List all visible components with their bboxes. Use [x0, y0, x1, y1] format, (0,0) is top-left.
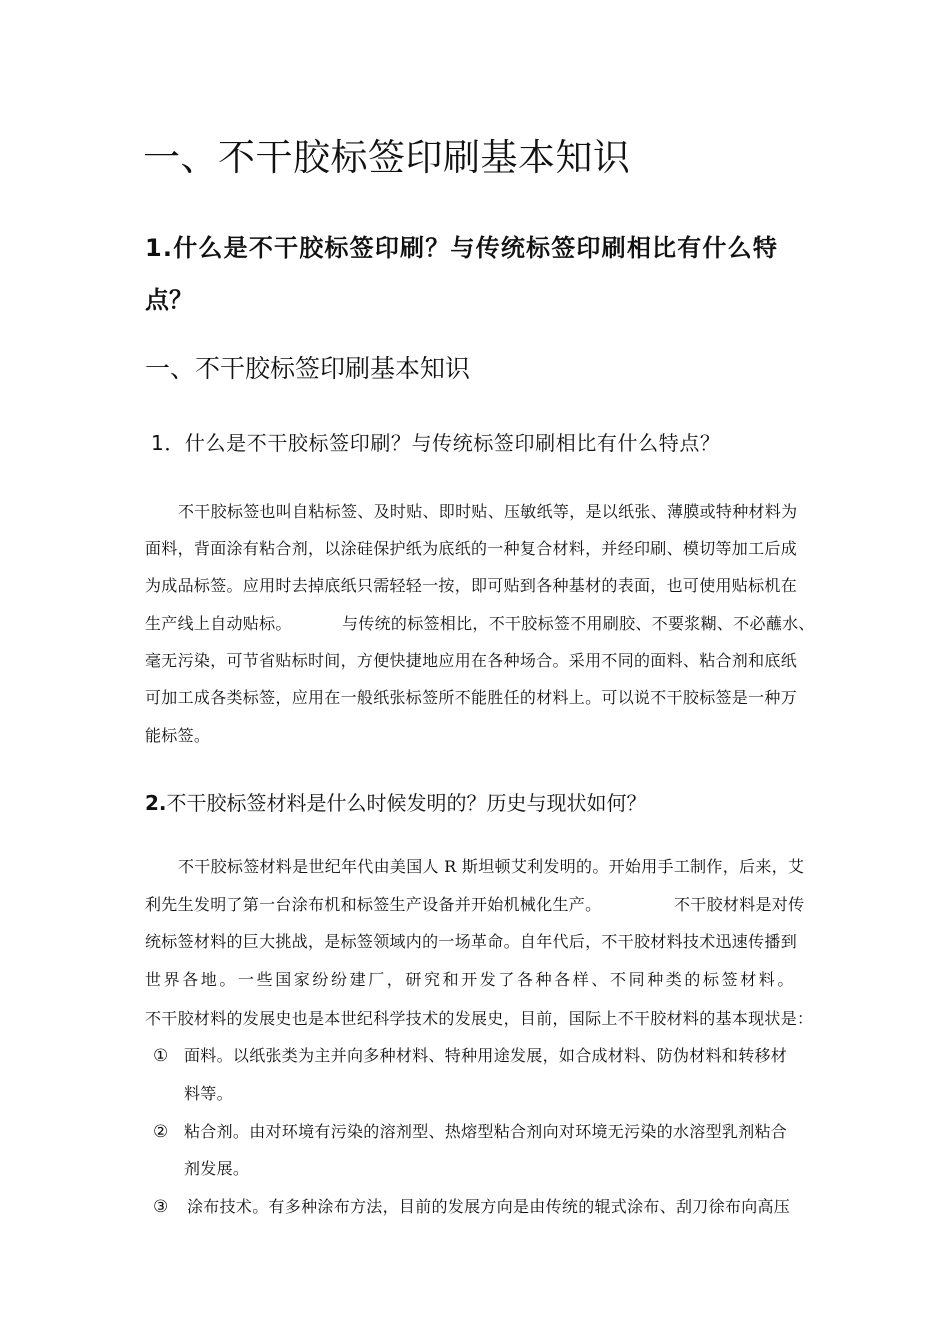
paragraph-line: 不干胶标签也叫自粘标签、及时贴、即时贴、压敏纸等，是以纸张、薄膜或特种材料为 [178, 502, 798, 521]
paragraph-line: 毫无污染，可节省贴标时间，方便快捷地应用在各种场合。采用不同的面料、粘合剂和底纸 [145, 651, 798, 670]
list-item-text: 面料。以纸张类为主并向多种材料、特种用途发展，如合成材料、防伪材料和转移材 [184, 1046, 788, 1065]
list-marker: ① [153, 1046, 169, 1066]
paragraph-line: 不干胶材料是对传 [674, 895, 805, 914]
paragraph-line: 为成品标签。应用时去掉底纸只需轻轻一按，即可贴到各种基材的表面，也可使用贴标机在 [145, 576, 798, 595]
list-item-text: 剂发展。 [184, 1159, 250, 1178]
q2-heading-text: 不干胶标签材料是什么时候发明的？历史与现状如何？ [166, 791, 647, 815]
list-item-text: 涂布技术。有多种涂布方法，目前的发展方向是由传统的辊式涂布、刮刀徐布向高压 [187, 1197, 791, 1216]
list-item-text: 料等。 [184, 1084, 233, 1103]
paragraph-line: 统标签材料的巨大挑战，是标签领域内的一场革命。自年代后，不干胶材料技术迅速传播到 [145, 932, 798, 951]
paragraph-line: 不干胶材料的发展史也是本世纪科学技术的发展史，目前，国际上不干胶材料的基本现状是： [145, 1009, 814, 1028]
main-title: 一、不干胶标签印刷基本知识 [143, 136, 631, 179]
q2-heading [145, 787, 647, 819]
q2-heading-number: 2. [145, 791, 167, 815]
paragraph-line: 可加工成各类标签，应用在一般纸张标签所不能胜任的材料上。可以说不干胶标签是一种万 [145, 688, 798, 707]
q1-heading-line1: 1.什么是不干胶标签印刷？与传统标签印刷相比有什么特 [145, 234, 779, 262]
q1-heading-line2: 点？ [145, 286, 193, 314]
paragraph-line: 面料，背面涂有粘合剂，以涂硅保护纸为底纸的一种复合材料，并经印刷、模切等加工后成 [145, 539, 798, 558]
list-item-text: 粘合剂。由对环境有污染的溶剂型、热熔型粘合剂向对环境无污染的水溶型乳剂粘合 [184, 1122, 788, 1141]
paragraph-line: 生产线上自动贴标。 [145, 614, 292, 633]
q1-subheading: 1．什么是不干胶标签印刷？与传统标签印刷相比有什么特点？ [151, 431, 721, 455]
list-marker: ③ [153, 1197, 169, 1217]
paragraph-line: 不干胶标签材料是世纪年代由美国人 R 斯坦顿艾利发明的。开始用手工制作，后来，艾 [178, 857, 805, 876]
list-marker: ② [153, 1122, 169, 1142]
paragraph-line: 利先生发明了第一台涂布机和标签生产设备并开始机械化生产。 [145, 895, 602, 914]
paragraph-line: 与传统的标签相比，不干胶标签不用刷胶、不要浆糊、不必蘸水、 [342, 614, 815, 633]
paragraph-line: 世界各地。一些国家纷纷建厂，研究和开发了各种各样、不同种类的标签材料。 [145, 970, 797, 989]
paragraph-line: 能标签。 [145, 726, 211, 745]
section-title: 一、不干胶标签印刷基本知识 [145, 354, 471, 383]
